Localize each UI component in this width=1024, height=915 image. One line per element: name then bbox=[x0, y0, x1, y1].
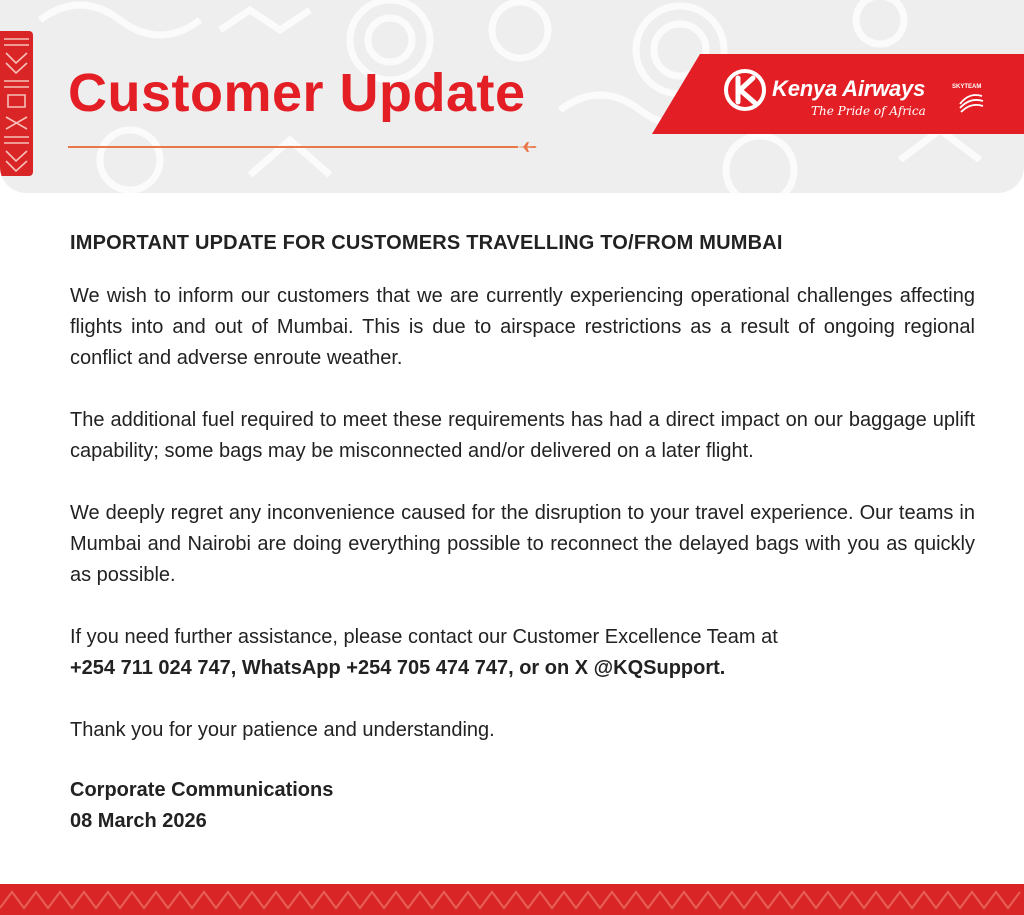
paragraph-operational-challenges: We wish to inform our customers that we are currently experiencing operational challenges affecting flights into and out of Mumbai. This is due to airspace restrictions as a result of ongoing regional conflict and adverse enroute weather. bbox=[70, 285, 975, 369]
header-banner bbox=[0, 0, 1024, 193]
title-underline bbox=[68, 146, 518, 148]
notice-headline: IMPORTANT UPDATE FOR CUSTOMERS TRAVELLING TO/FROM MUMBAI bbox=[70, 232, 783, 254]
paragraph-baggage-impact: The additional fuel required to meet these requirements has had a direct impact on our baggage uplift capability; some bags may be misconnected and/or delivered on a later flight. bbox=[70, 409, 975, 462]
signature-department: Corporate Communications bbox=[70, 779, 334, 801]
contact-details: +254 711 024 747, WhatsApp +254 705 474 747, or on X @KQSupport. bbox=[70, 657, 726, 679]
kenya-airways-logo-icon bbox=[723, 68, 767, 112]
signature-date: 08 March 2026 bbox=[70, 810, 207, 832]
notice-body bbox=[70, 228, 975, 837]
airplane-icon bbox=[513, 141, 539, 153]
paragraph-apology: We deeply regret any inconvenience caused for the disruption to your travel experience. Our teams in Mumbai and Nairobi are doing everything possible to reconnect the delayed bags with you as quickly as possible. bbox=[70, 502, 975, 586]
footer-pattern-strip bbox=[0, 884, 1024, 915]
paragraph-contact bbox=[70, 622, 975, 684]
skyteam-logo-icon bbox=[950, 78, 988, 118]
contact-intro: If you need further assistance, please contact our Customer Excellence Team at bbox=[70, 626, 778, 648]
skyteam-label: SKYTEAM bbox=[952, 84, 982, 90]
paragraph-thanks: Thank you for your patience and understanding. bbox=[70, 719, 495, 741]
decorative-side-strip bbox=[0, 31, 33, 176]
brand-tagline: The Pride of Africa bbox=[811, 104, 926, 118]
brand-name: Kenya Airways bbox=[772, 76, 926, 101]
page-title: Customer Update bbox=[68, 63, 526, 123]
